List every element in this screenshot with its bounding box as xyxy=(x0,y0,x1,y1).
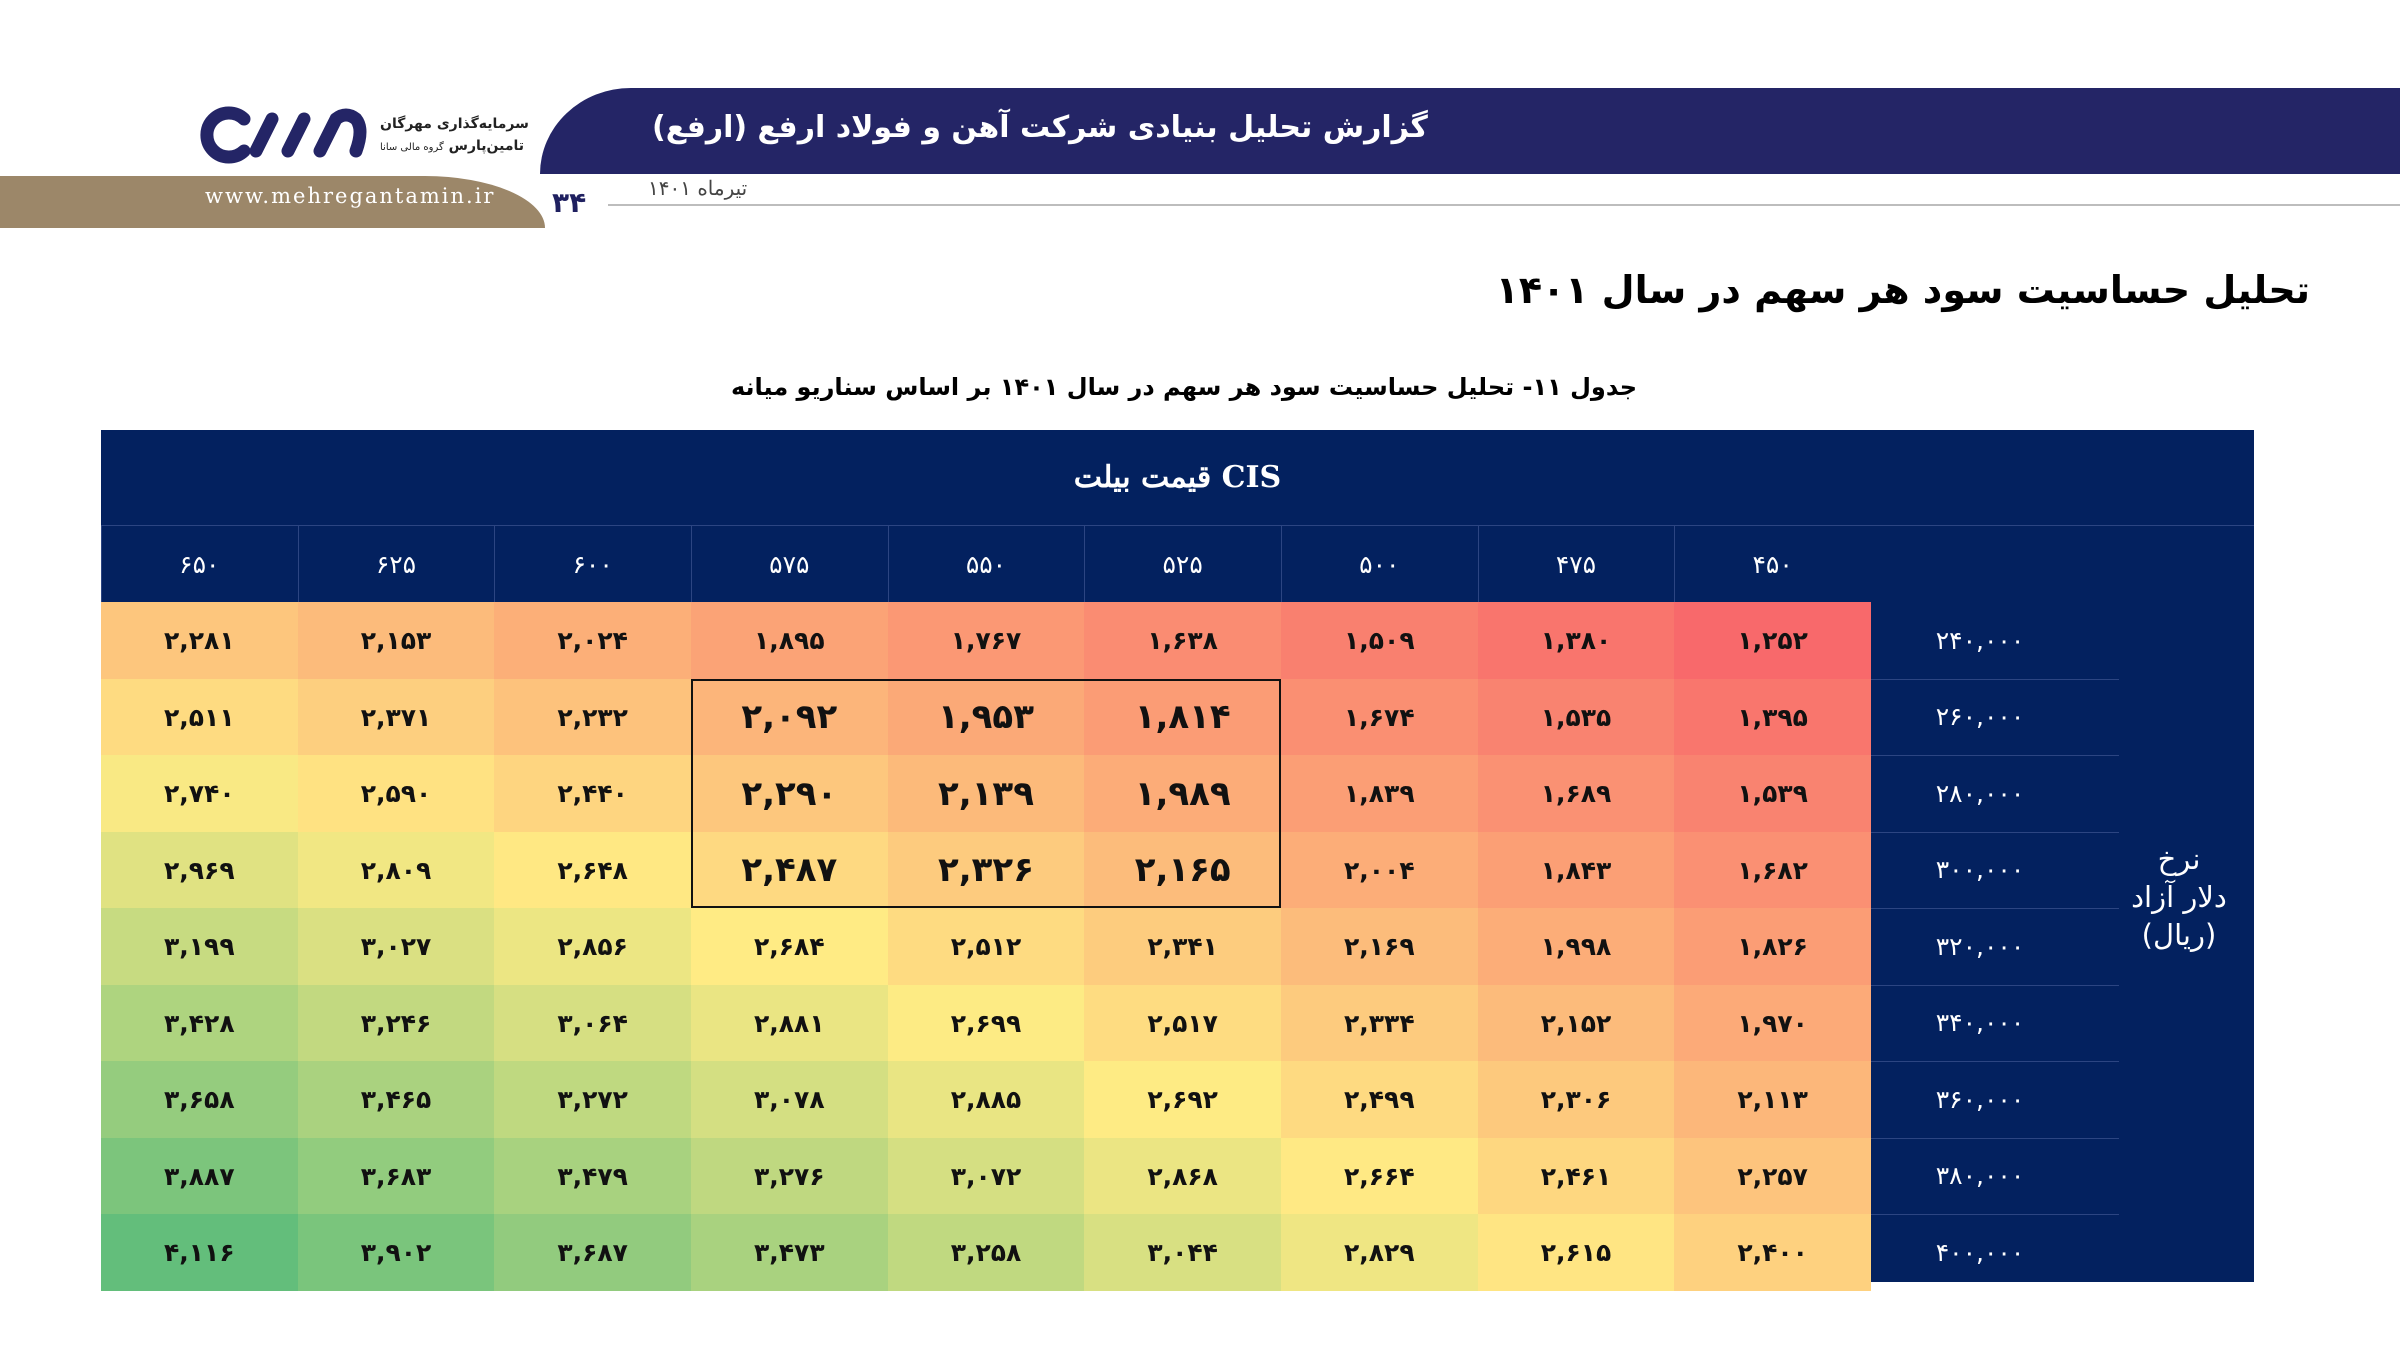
table-cell: ۲,۲۳۲ xyxy=(494,679,691,756)
table-cell: ۲,۳۷۱ xyxy=(298,679,495,756)
table-cell: ۲,۶۱۵ xyxy=(1478,1214,1675,1291)
column-separator xyxy=(888,526,889,602)
table-cell: ۳,۲۷۶ xyxy=(691,1138,888,1215)
table-cell: ۱,۸۲۶ xyxy=(1674,908,1871,985)
table-cell: ۲,۵۱۲ xyxy=(888,908,1085,985)
row-header: ۳۶۰,۰۰۰ xyxy=(1935,1084,2025,1114)
table-cell: ۳,۰۴۴ xyxy=(1084,1214,1281,1291)
row-group-line-3: (ریال) xyxy=(2141,918,2217,952)
table-cell: ۲,۱۱۳ xyxy=(1674,1061,1871,1138)
table-cell: ۲,۶۹۲ xyxy=(1084,1061,1281,1138)
row-group-line-1: نرخ xyxy=(2157,842,2201,876)
table-cell: ۲,۱۶۹ xyxy=(1281,908,1478,985)
table-cell: ۱,۸۳۹ xyxy=(1281,755,1478,832)
table-cell: ۲,۸۸۵ xyxy=(888,1061,1085,1138)
row-group-header xyxy=(2104,840,2254,954)
table-cell: ۱,۵۳۹ xyxy=(1674,755,1871,832)
sensitivity-table xyxy=(101,430,2254,1282)
company-sub-name: تامین‌پارس xyxy=(448,138,525,154)
table-cell: ۲,۸۸۱ xyxy=(691,985,888,1062)
table-cell: ۳,۴۷۹ xyxy=(494,1138,691,1215)
table-cell: ۲,۲۹۰ xyxy=(691,755,888,832)
row-header: ۲۴۰,۰۰۰ xyxy=(1935,625,2025,655)
table-cell: ۱,۶۸۲ xyxy=(1674,832,1871,909)
header-divider xyxy=(608,204,2400,206)
report-date: تیرماه ۱۴۰۱ xyxy=(648,176,748,200)
table-cell: ۲,۹۶۹ xyxy=(101,832,298,909)
column-header: ۵۵۰ xyxy=(965,549,1007,579)
table-cell: ۱,۶۳۸ xyxy=(1084,602,1281,679)
table-cell: ۲,۵۱۱ xyxy=(101,679,298,756)
table-cell: ۲,۳۴۱ xyxy=(1084,908,1281,985)
table-cell: ۱,۵۰۹ xyxy=(1281,602,1478,679)
report-title: گزارش تحلیل بنیادی شرکت آهن و فولاد ارفع (ارفع) xyxy=(652,110,1428,145)
row-divider xyxy=(1871,908,2119,909)
column-header: ۶۲۵ xyxy=(375,549,417,579)
table-cell: ۱,۳۹۵ xyxy=(1674,679,1871,756)
table-cell: ۳,۶۸۳ xyxy=(298,1138,495,1215)
row-divider xyxy=(1871,985,2119,986)
table-cell: ۲,۰۲۴ xyxy=(494,602,691,679)
row-divider xyxy=(1871,832,2119,833)
table-cell: ۲,۸۲۹ xyxy=(1281,1214,1478,1291)
row-divider xyxy=(1871,1061,2119,1062)
column-separator xyxy=(1281,526,1282,602)
column-header: ۵۰۰ xyxy=(1359,549,1400,579)
table-cell: ۱,۶۷۴ xyxy=(1281,679,1478,756)
table-cell: ۱,۹۸۹ xyxy=(1084,755,1281,832)
table-cell: ۲,۴۹۹ xyxy=(1281,1061,1478,1138)
column-separator xyxy=(494,526,495,602)
table-cell: ۲,۱۶۵ xyxy=(1084,832,1281,909)
table-cell: ۲,۸۶۸ xyxy=(1084,1138,1281,1215)
column-group-header: قیمت بیلت CIS xyxy=(1073,460,1282,495)
row-header: ۳۲۰,۰۰۰ xyxy=(1935,931,2025,961)
website-link[interactable]: www.mehregantamin.ir xyxy=(205,184,496,208)
table-cell: ۲,۵۹۰ xyxy=(298,755,495,832)
row-divider xyxy=(1871,1214,2119,1215)
row-divider xyxy=(1871,679,2119,680)
table-cell: ۲,۴۰۰ xyxy=(1674,1214,1871,1291)
row-group-line-2: دلار آزاد xyxy=(2131,880,2227,914)
table-cell: ۱,۲۵۲ xyxy=(1674,602,1871,679)
column-separator xyxy=(1084,526,1085,602)
table-cell: ۲,۲۵۷ xyxy=(1674,1138,1871,1215)
table-cell: ۳,۶۸۷ xyxy=(494,1214,691,1291)
table-cell: ۳,۴۲۸ xyxy=(101,985,298,1062)
table-cell: ۱,۷۶۷ xyxy=(888,602,1085,679)
table-cell: ۳,۹۰۲ xyxy=(298,1214,495,1291)
table-cell: ۲,۱۵۳ xyxy=(298,602,495,679)
table-cell: ۳,۴۶۵ xyxy=(298,1061,495,1138)
row-header: ۴۰۰,۰۰۰ xyxy=(1935,1237,2025,1267)
row-divider xyxy=(1871,755,2119,756)
table-cell: ۳,۴۷۳ xyxy=(691,1214,888,1291)
table-cell: ۲,۸۰۹ xyxy=(298,832,495,909)
company-name: سرمایه‌گذاری مهرگان xyxy=(380,116,529,132)
base-case-highlight xyxy=(691,679,1281,909)
table-cell: ۲,۵۱۷ xyxy=(1084,985,1281,1062)
table-cell: ۱,۸۴۳ xyxy=(1478,832,1675,909)
table-cell: ۲,۷۴۰ xyxy=(101,755,298,832)
table-cell: ۱,۹۵۳ xyxy=(888,679,1085,756)
table-cell: ۱,۶۸۹ xyxy=(1478,755,1675,832)
column-separator xyxy=(691,526,692,602)
table-cell: ۱,۸۱۴ xyxy=(1084,679,1281,756)
table-cell: ۳,۲۴۶ xyxy=(298,985,495,1062)
table-cell: ۱,۸۹۵ xyxy=(691,602,888,679)
table-cell: ۲,۳۰۶ xyxy=(1478,1061,1675,1138)
table-cell: ۳,۰۷۸ xyxy=(691,1061,888,1138)
column-header: ۴۷۵ xyxy=(1555,549,1597,579)
column-header: ۵۲۵ xyxy=(1162,549,1203,579)
table-cell: ۱,۹۹۸ xyxy=(1478,908,1675,985)
table-cell: ۱,۹۷۰ xyxy=(1674,985,1871,1062)
column-header: ۵۷۵ xyxy=(769,549,810,579)
company-logo-icon xyxy=(196,105,374,165)
table-cell: ۲,۸۵۶ xyxy=(494,908,691,985)
row-header: ۳۰۰,۰۰۰ xyxy=(1935,855,2025,884)
table-cell: ۲,۶۹۹ xyxy=(888,985,1085,1062)
table-cell: ۲,۳۲۶ xyxy=(888,832,1085,909)
row-header: ۳۸۰,۰۰۰ xyxy=(1935,1161,2025,1190)
table-cell: ۲,۴۴۰ xyxy=(494,755,691,832)
row-header: ۳۴۰,۰۰۰ xyxy=(1935,1008,2025,1037)
table-cell: ۲,۰۰۴ xyxy=(1281,832,1478,909)
row-divider xyxy=(1871,1138,2119,1139)
table-cell: ۲,۶۶۴ xyxy=(1281,1138,1478,1215)
table-cell: ۲,۶۴۸ xyxy=(494,832,691,909)
row-header: ۲۸۰,۰۰۰ xyxy=(1935,778,2025,808)
table-cell: ۳,۲۵۸ xyxy=(888,1214,1085,1291)
column-separator xyxy=(1674,526,1675,602)
company-subtitle xyxy=(380,138,524,154)
column-header: ۴۵۰ xyxy=(1752,549,1793,579)
table-cell: ۳,۰۷۲ xyxy=(888,1138,1085,1215)
table-cell: ۲,۴۶۱ xyxy=(1478,1138,1675,1215)
table-cell: ۲,۶۸۴ xyxy=(691,908,888,985)
section-title: تحلیل حساسیت سود هر سهم در سال ۱۴۰۱ xyxy=(1495,268,2310,312)
column-header: ۶۵۰ xyxy=(179,549,220,579)
page-number: ۳۴ xyxy=(552,186,587,219)
table-cell: ۱,۳۸۰ xyxy=(1478,602,1675,679)
table-cell: ۲,۱۳۹ xyxy=(888,755,1085,832)
table-cell: ۳,۱۹۹ xyxy=(101,908,298,985)
column-header: ۶۰۰ xyxy=(572,549,613,579)
table-cell: ۲,۲۸۱ xyxy=(101,602,298,679)
table-cell: ۳,۰۲۷ xyxy=(298,908,495,985)
table-cell: ۱,۵۳۵ xyxy=(1478,679,1675,756)
company-group: گروه مالی سانا xyxy=(380,142,444,153)
table-cell: ۳,۲۷۲ xyxy=(494,1061,691,1138)
table-cell: ۲,۰۹۲ xyxy=(691,679,888,756)
table-cell: ۳,۶۵۸ xyxy=(101,1061,298,1138)
table-cell: ۲,۴۸۷ xyxy=(691,832,888,909)
table-cell: ۴,۱۱۶ xyxy=(101,1214,298,1291)
row-header: ۲۶۰,۰۰۰ xyxy=(1935,702,2025,731)
table-cell: ۲,۳۳۴ xyxy=(1281,985,1478,1062)
table-cell: ۲,۱۵۲ xyxy=(1478,985,1675,1062)
column-separator xyxy=(298,526,299,602)
table-caption: جدول ۱۱- تحلیل حساسیت سود هر سهم در سال ۱۴۰۱ بر اساس سناریو میانه xyxy=(730,373,1638,401)
column-separator xyxy=(1478,526,1479,602)
table-cell: ۳,۸۸۷ xyxy=(101,1138,298,1215)
table-cell: ۳,۰۶۴ xyxy=(494,985,691,1062)
column-separator xyxy=(101,526,102,602)
